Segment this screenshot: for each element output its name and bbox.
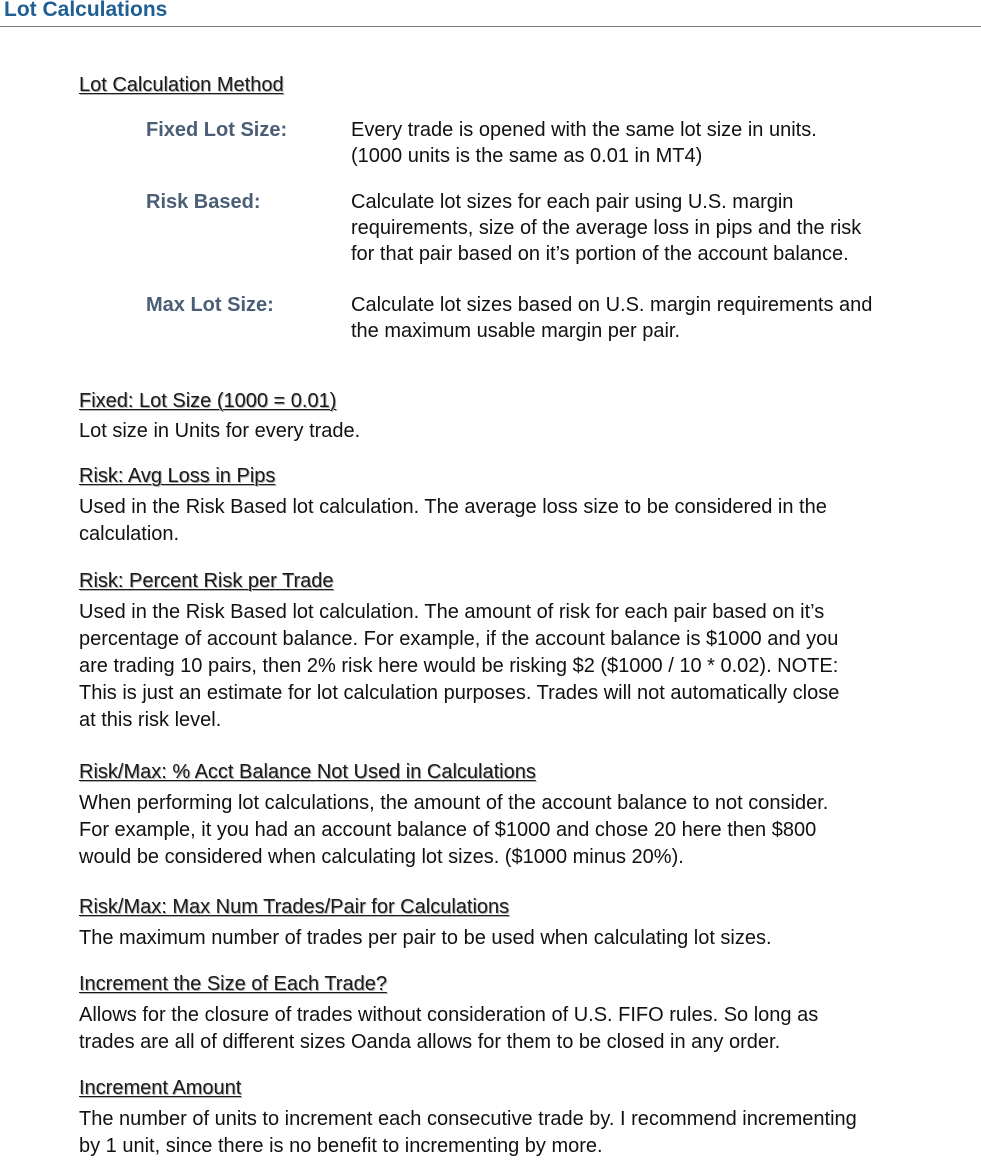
setting-heading-increment-size-of-each-trade: Increment the Size of Each Trade? (79, 973, 387, 995)
page-header (0, 0, 981, 27)
setting-description-increment-size-of-each-trade (79, 1002, 979, 1056)
setting-description-acct-balance-not-used (79, 790, 979, 871)
setting-heading-fixed-lot-size: Fixed: Lot Size (1000 = 0.01) (79, 390, 337, 412)
text-line: Calculate lot sizes based on U.S. margin requirements and (351, 294, 873, 316)
method-description-risk-based (351, 189, 966, 267)
page-title: Lot Calculations (4, 0, 168, 21)
method-label-risk-based: Risk Based: (146, 191, 261, 213)
text-line: The number of units to increment each consecutive trade by. I recommend incrementing (79, 1108, 857, 1130)
method-label-fixed-lot-size: Fixed Lot Size: (146, 119, 288, 141)
text-line: by 1 unit, since there is no benefit to incrementing by more. (79, 1135, 603, 1157)
setting-heading-increment-amount: Increment Amount (79, 1077, 242, 1099)
method-label-max-lot-size: Max Lot Size: (146, 294, 274, 316)
text-line: are trading 10 pairs, then 2% risk here would be risking $2 ($1000 / 10 * 0.02). NOTE: (79, 655, 839, 677)
text-line: at this risk level. (79, 709, 222, 731)
text-line: for that pair based on it’s portion of the account balance. (351, 243, 849, 265)
text-line: trades are all of different sizes Oanda allows for them to be closed in any order. (79, 1031, 781, 1053)
text-line: Lot size in Units for every trade. (79, 420, 361, 442)
text-line: calculation. (79, 523, 180, 545)
text-line: For example, it you had an account balance of $1000 and chose 20 here then $800 (79, 819, 817, 841)
text-line: the maximum usable margin per pair. (351, 320, 681, 342)
text-line: Used in the Risk Based lot calculation. The amount of risk for each pair based on it’s (79, 601, 825, 623)
method-description-max-lot-size (351, 292, 966, 344)
text-line: The maximum number of trades per pair to be used when calculating lot sizes. (79, 927, 772, 949)
text-line: requirements, size of the average loss in pips and the risk (351, 217, 862, 239)
text-line: Every trade is opened with the same lot size in units. (351, 119, 817, 141)
setting-description-percent-risk-per-trade (79, 599, 979, 734)
setting-heading-max-num-trades-per-pair: Risk/Max: Max Num Trades/Pair for Calculations (79, 896, 510, 918)
text-line: When performing lot calculations, the amount of the account balance to not consider. (79, 792, 829, 814)
text-line: would be considered when calculating lot sizes. ($1000 minus 20%). (79, 846, 684, 868)
setting-description-avg-loss-in-pips (79, 494, 979, 548)
setting-heading-avg-loss-in-pips: Risk: Avg Loss in Pips (79, 465, 276, 487)
setting-heading-percent-risk-per-trade: Risk: Percent Risk per Trade (79, 570, 334, 592)
method-description-fixed-lot-size (351, 117, 966, 169)
setting-description-increment-amount (79, 1106, 979, 1160)
text-line: (1000 units is the same as 0.01 in MT4) (351, 145, 703, 167)
text-line: Calculate lot sizes for each pair using U.S. margin (351, 191, 794, 213)
setting-description-max-num-trades-per-pair (79, 925, 979, 952)
setting-heading-acct-balance-not-used: Risk/Max: % Acct Balance Not Used in Calculations (79, 761, 536, 783)
text-line: This is just an estimate for lot calculation purposes. Trades will not automatically close (79, 682, 840, 704)
section-heading-lot-calculation-method: Lot Calculation Method (79, 74, 284, 96)
setting-description-fixed-lot-size (79, 418, 979, 445)
text-line: Allows for the closure of trades without consideration of U.S. FIFO rules. So long as (79, 1004, 819, 1026)
text-line: Used in the Risk Based lot calculation. The average loss size to be considered in the (79, 496, 827, 518)
text-line: percentage of account balance. For example, if the account balance is $1000 and you (79, 628, 839, 650)
